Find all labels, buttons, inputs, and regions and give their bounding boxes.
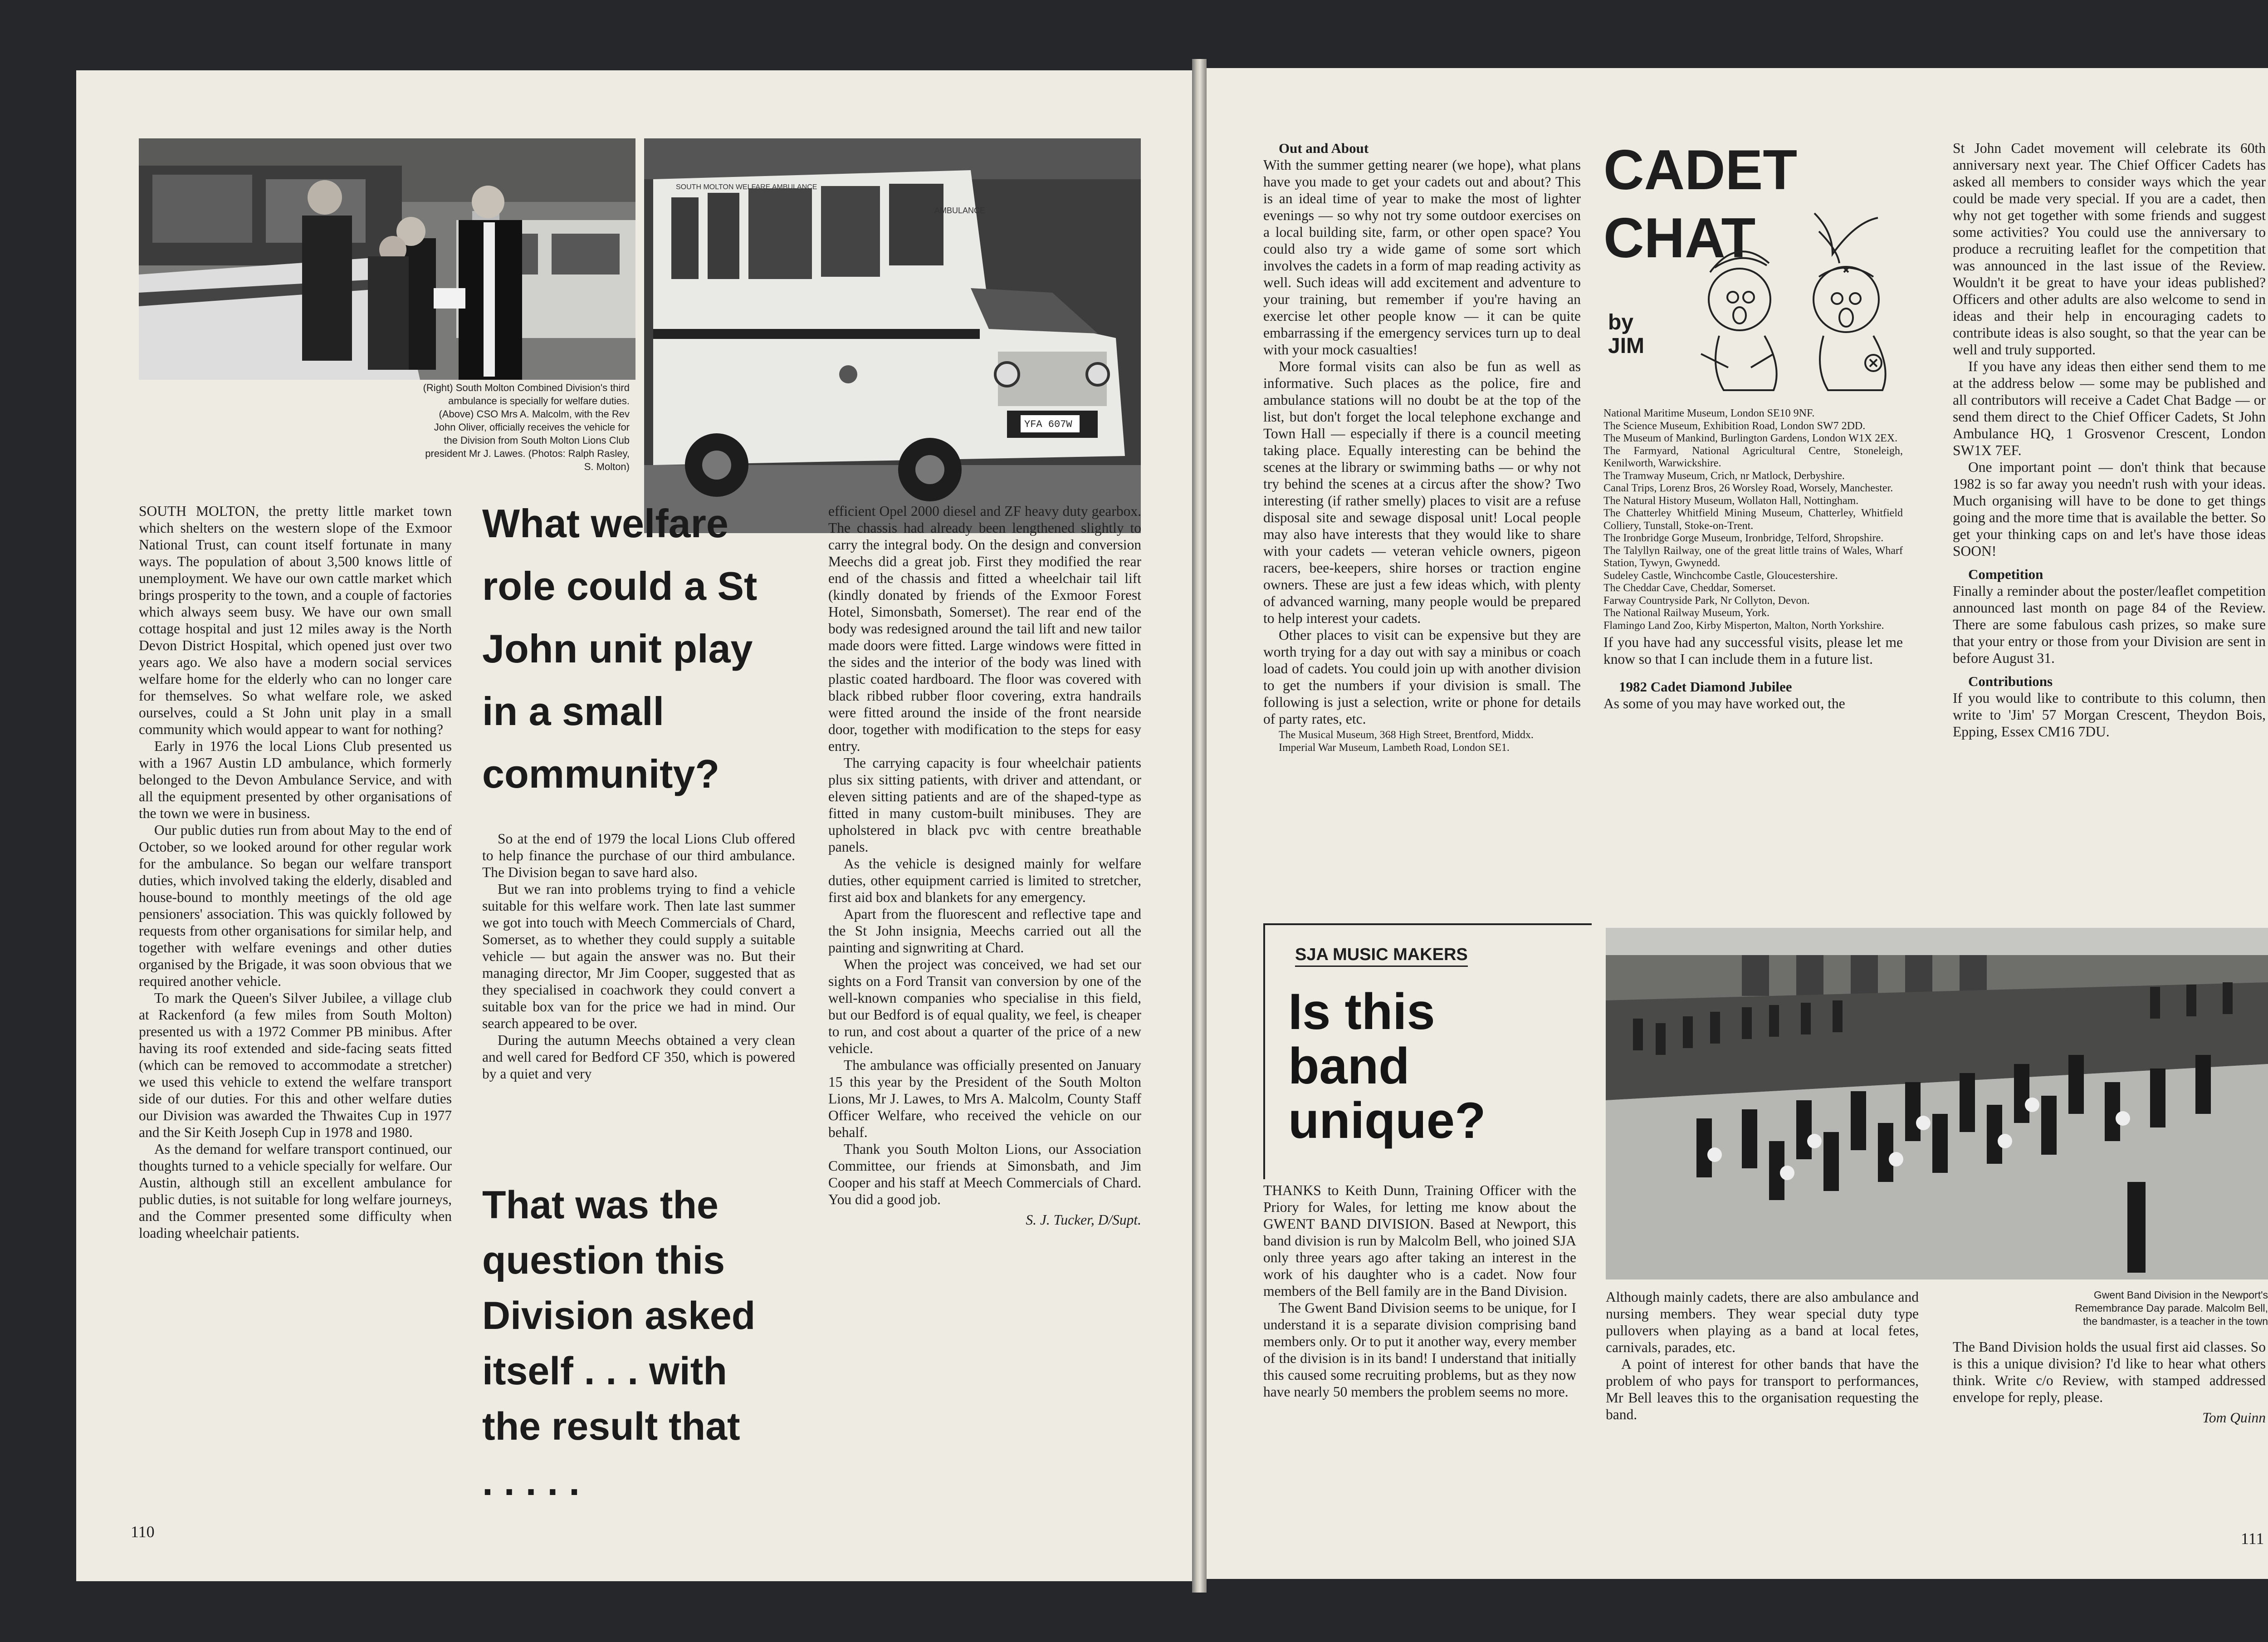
signature: S. J. Tucker, D/Supt. xyxy=(1026,1212,1141,1228)
headline-line: role could a St xyxy=(482,564,758,608)
photo-band-parade xyxy=(1606,928,2268,1279)
photo-caption xyxy=(357,381,630,473)
list-item: The Talyllyn Railway, one of the great little trains of Wales, Wharf Station, Tywyn, Gwynedd. xyxy=(1603,544,1903,569)
photo-officers-illustration xyxy=(139,138,635,380)
caption-line: the bandmaster, is a teacher in the town xyxy=(2083,1315,2268,1327)
paragraph: To mark the Queen's Silver Jubilee, a village club at Rackenford (a few miles from South Molton) presented us with a 1972 Commer PB minibus. After having its roof extended and side-facing seats fitted (which can be removed to accommodate a stretcher) we used this vehicle to extend the welfare transport side of our duties. For this and other welfare duties our Division was awarded the Thwaites Cup in 1977 and the Sir Keith Joseph Cup in 1978 and 1980. xyxy=(139,990,452,1140)
headline-question xyxy=(482,492,809,805)
paragraph: St John Cadet movement will celebrate its 60th anniversary next year. The Chief Officer Cadets has asked all members to consider ways which the year could be made very special. If you are a cadet, then why not get together with some friends and suggest some activities? You could use the anniversary to produce a recruiting leaflet for the competition that was announced in the last issue of the Review. Wouldn't it be great to have your ideas published? Officers and other adults are also welcome to send in ideas and their help in encouraging cadets to contribute ideas is also sought, so that the year can be well and truly supported. xyxy=(1953,140,2266,358)
band-headline xyxy=(1288,985,1486,1148)
list-item: The Museum of Mankind, Burlington Gardens, London W1X 2EX. xyxy=(1603,432,1898,444)
caption-line: S. Molton) xyxy=(584,461,630,472)
list-item: The Tramway Museum, Crich, nr Matlock, Derbyshire. xyxy=(1603,470,1845,482)
paragraph: Although mainly cadets, there are also ambulance and nursing members. They wear special duty type pullovers when playing as a band at local fetes, carnivals, parades, etc. xyxy=(1606,1289,1919,1355)
out-and-about-column xyxy=(1263,140,1581,754)
list-item: The Cheddar Cave, Cheddar, Somerset. xyxy=(1603,582,1776,594)
paragraph: If you have any ideas then either send them to me at the address below — some may be published and all contributors will receive a Cadet Chat Badge — or send them direct to the Chief Officer Cadets, St John Ambulance HQ, 1 Grosvenor Crescent, London SW1X 7EF. xyxy=(1953,358,2266,458)
caption-line: (Right) South Molton Combined Division's third xyxy=(423,382,630,393)
paragraph: During the autumn Meechs obtained a very clean and well cared for Bedford CF 350, which is powered by a quiet and very xyxy=(482,1032,795,1082)
list-item: National Maritime Museum, London SE10 9NF. xyxy=(1603,407,1815,419)
list-item: Flamingo Land Zoo, Kirby Misperton, Malton, North Yorkshire. xyxy=(1603,619,1884,632)
section-heading: Competition xyxy=(1968,566,2043,582)
list-item: The Science Museum, Exhibition Road, London SW7 2DD. xyxy=(1603,420,1866,432)
headline-line: in a small xyxy=(482,689,665,734)
museum-list xyxy=(1603,407,1903,712)
band-parade-illustration xyxy=(1606,928,2268,1279)
signature: Tom Quinn xyxy=(2202,1410,2266,1426)
paragraph: Early in 1976 the local Lions Club presented us with a 1967 Austin LD ambulance, which formerly belonged to the Devon Ambulance Service, and with all the equipment presented by other organisations of the town we were in business. xyxy=(139,738,452,821)
headline-line: the result that xyxy=(482,1405,740,1448)
left-column-2 xyxy=(482,830,795,1082)
list-item: The Ironbridge Gorge Museum, Ironbridge, Telford, Shropshire. xyxy=(1603,532,1884,544)
headline-answer xyxy=(482,1177,809,1510)
page-number-right: 111 xyxy=(2241,1529,2264,1548)
list-item: The Natural History Museum, Wollaton Hall, Nottingham. xyxy=(1603,495,1859,507)
caption-line: Gwent Band Division in the Newport's xyxy=(2093,1289,2268,1301)
paragraph: Apart from the fluorescent and reflective tape and the St John insignia, Meechs carried out all the painting and signwriting at Chard. xyxy=(828,906,1141,956)
paragraph: Thank you South Molton Lions, our Association Committee, our friends at Simonsbath, and Jim Cooper and his staff at Meech Commercials of Chard. You did a good job. xyxy=(828,1141,1141,1207)
headline-line: That was the xyxy=(482,1183,719,1227)
paragraph: The Gwent Band Division seems to be unique, for I understand it is a separate division comprising band members only. Or to put it another way, every member of the division is in its band! I understand that initially this caused some recruiting problems, but as they now have nearly 50 members the problem seems no more. xyxy=(1263,1300,1576,1400)
paragraph: The Band Division holds the usual first aid classes. So is this a unique division? I'd like to hear what others think. Write c/o Review, with stamped addressed envelope for reply, please. xyxy=(1953,1339,2266,1405)
book-gutter xyxy=(1192,59,1207,1593)
headline-line: Is this xyxy=(1288,983,1435,1040)
list-item: Sudeley Castle, Winchcombe Castle, Gloucestershire. xyxy=(1603,569,1838,582)
left-column-1 xyxy=(139,503,452,1241)
cartoon-two-cadets xyxy=(1683,204,1919,404)
paragraph: So at the end of 1979 the local Lions Club offered to help finance the purchase of our third ambulance. The Division began to save hard also. xyxy=(482,831,795,880)
caption-line: John Oliver, officially receives the vehicle for xyxy=(434,422,630,433)
paragraph: Other places to visit can be expensive but they are worth trying for a day out with say a minibus or coach load of cadets. You could join up with another division to get the numbers if your division is small. The following is just a selection, write or phone for details of party rates, etc. xyxy=(1263,627,1581,727)
byline-name: JIM xyxy=(1608,334,1645,358)
paragraph: As the demand for welfare transport continued, our thoughts turned to a vehicle specially for welfare. Our Austin, although still an excellent ambulance for public duties, is not suitable for long welfare journeys, and the Commer presented some difficulty when loading wheelchair patients. xyxy=(139,1141,452,1241)
photo-officers-receiving-vehicle xyxy=(139,138,635,380)
band-column-1 xyxy=(1263,1182,1576,1400)
list-item: The Farmyard, National Agricultural Centre, Stoneleigh, Kenilworth, Warwickshire. xyxy=(1603,445,1903,469)
headline-line: community? xyxy=(482,751,720,796)
paragraph: SOUTH MOLTON, the pretty little market town which shelters on the western slope of the Exmoor National Trust, can count itself fortunate in many ways. The population of about 3,500 knows little of unemployment. We have our own cattle market which brings prosperity to the town, and a couple of factories which always seem busy. We have our own small cottage hospital and just 12 miles away is the North Devon District Hospital, which opened just over two years ago. We also have a modern social services welfare home for the elderly who can no longer care for themselves. So what welfare role, we asked ourselves, could a St John unit play in a small community which would appear to want for nothing? xyxy=(139,503,452,737)
paragraph: One important point — don't think that because 1982 is so far away you needn't rush with your ideas. Much organising will have to be done to get things going and the more time that is available the better. So get your thinking caps on and let's have those ideas SOON! xyxy=(1953,459,2266,559)
ambulance-rear-text: AMBULANCE xyxy=(934,206,986,215)
paragraph: When the project was conceived, we had set our sights on a Ford Transit van conversion by one of the well-known companies who specialise in this field, but our Bedford is of equal quality, we feel, is cheaper to run, and cost about a quarter of the price of a new vehicle. xyxy=(828,956,1141,1056)
paragraph: THANKS to Keith Dunn, Training Officer with the Priory for Wales, for letting me know about the GWENT BAND DIVISION. Based at Newport, this band division is run by Malcolm Bell, who joined SJA only three years ago after taking an interest in the work of his daughter who is a cadet. Now four members of the Bell family are in the Band Division. xyxy=(1263,1182,1576,1299)
headline-line: John unit play xyxy=(482,626,753,671)
headline-line: . . . . . xyxy=(482,1460,580,1504)
paragraph: As the vehicle is designed mainly for welfare duties, other equipment carried is limited to stretcher, first aid box and blankets for any emergency. xyxy=(828,856,1141,905)
paragraph: If you have had any successful visits, please let me know so that I can include them in a future list. xyxy=(1603,634,1903,667)
list-item: The Musical Museum, 368 High Street, Brentford, Middx. xyxy=(1279,729,1534,741)
left-page xyxy=(76,70,1192,1581)
list-item: The Chatterley Whitfield Mining Museum, Chatterley, Whitfield Colliery, Tunstall, Stoke-on-Trent. xyxy=(1603,507,1903,532)
section-heading: Contributions xyxy=(1968,673,2053,689)
cadet-title-line: CHAT xyxy=(1603,207,1756,270)
photo-ambulance xyxy=(644,138,1141,533)
caption-line: Remembrance Day parade. Malcolm Bell, xyxy=(2075,1302,2268,1314)
list-item: Canal Trips, Lorenz Bros, 26 Worsley Road, Worsely, Manchester. xyxy=(1603,482,1893,494)
list-item: Farway Countryside Park, Nr Collyton, Devon. xyxy=(1603,594,1810,607)
paragraph: If you would like to contribute to this column, then write to 'Jim' 57 Morgan Crescent, Theydon Bois, Epping, Essex CM16 7DU. xyxy=(1953,690,2266,740)
ambulance-illustration xyxy=(644,138,1141,533)
headline-line: band xyxy=(1288,1038,1410,1094)
byline-by: by xyxy=(1608,310,1634,334)
paragraph: With the summer getting nearer (we hope), what plans have you made to get your cadets out and about? This is an ideal time of year to make the most of lighter evenings — so why not try some outdoor exercises on a local building site, farm, or other open space? You could also try a wide game of some sort which involves the cadets in a form of map reading activity as well. Such ideas will add excitement and adventure to your training, but remember if you're having an exercise let other people know — it can be quite embarrassing if the emergency services turn up to deal with your mock casualties! xyxy=(1263,157,1581,358)
caption-line: president Mr J. Lawes. (Photos: Ralph Rasley, xyxy=(425,448,630,459)
sja-label: SJA MUSIC MAKERS xyxy=(1295,945,1468,967)
band-column-3 xyxy=(1953,1338,2266,1426)
headline-line: Division asked xyxy=(482,1294,756,1338)
paragraph: But we ran into problems trying to find a vehicle suitable for this welfare work. Then late last summer we got into touch with Meech Commercials of Chard, Somerset, as to whether they could supply a suitable vehicle — but again the answer was no. But their managing director, Mr Jim Cooper, suggested that as they specialised in coachwork they could convert a suitable box van for the price we had in mind. Our search appeared to be over. xyxy=(482,881,795,1031)
paragraph: More formal visits can also be fun as well as informative. Such places as the police, fire and ambulance stations will no doubt be at the top of the list, but don't forget the local telephone exchange and Town Hall — especially if there is a council meeting taking place. Equally interesting can be behind the scenes at the library or swimming baths — or why not try behind the scenes at a circus after the show? Two interesting (if rather smelly) places to visit are a refuse disposal site and sewage disposal unit! Local people may also have interests that they would like to share with your cadets — veteran vehicle owners, pigeon racers, bee-keepers, shire horses or traction engine owners. These are just a few ideas which, with plenty of advanced warning, many people would be prepared to help interest your cadets. xyxy=(1263,358,1581,626)
caption-line: the Division from South Molton Lions Club xyxy=(444,435,630,446)
band-photo-caption xyxy=(1932,1289,2268,1328)
cadet-chat-column-3 xyxy=(1953,140,2266,740)
band-column-2 xyxy=(1606,1289,1919,1423)
paragraph: The ambulance was officially presented on January 15 this year by the President of the South Molton Lions, Mr J. Lawes, to Mrs A. Malcolm, County Staff Officer Welfare, who received the vehicle on our behalf. xyxy=(828,1057,1141,1140)
section-heading: 1982 Cadet Diamond Jubilee xyxy=(1619,679,1792,695)
headline-line: unique? xyxy=(1288,1092,1486,1149)
paragraph: Our public duties run from about May to the end of October, so we looked around for other regular work for the ambulance. So began our welfare transport duties, which involved taking the elderly, disabled and house-bound to monthly meetings of the old age pensioners' association. This was quickly followed by requests from other organisations for similar help, and together with welfare evenings and other duties organised by the Brigade, it was soon obvious that we required another vehicle. xyxy=(139,822,452,989)
byline xyxy=(1608,311,1644,358)
list-item: The National Railway Museum, York. xyxy=(1603,607,1769,619)
paragraph: The carrying capacity is four wheelchair patients plus six sitting patients, with driver and attendant, or eleven sitting patients and are of the shaped-type as fitted in many custom-built minibuses. They are upholstered in black pvc with centre breathable panels. xyxy=(828,755,1141,855)
paragraph: A point of interest for other bands that have the problem of who pays for transport to performances, Mr Bell leaves this to the organisation requesting the band. xyxy=(1606,1356,1919,1422)
paragraph: As some of you may have worked out, the xyxy=(1603,696,1845,711)
headline-line: itself . . . with xyxy=(482,1349,727,1393)
list-item: Imperial War Museum, Lambeth Road, London SE1. xyxy=(1279,741,1510,754)
list-a xyxy=(1263,729,1581,754)
cartoon-illustration xyxy=(1683,204,1919,404)
section-heading: Out and About xyxy=(1279,140,1369,156)
number-plate: YFA 607W xyxy=(1024,419,1072,430)
headline-line: What welfare xyxy=(482,501,728,546)
paragraph: efficient Opel 2000 diesel and ZF heavy duty gearbox. The chassis had already been lengthened slightly to carry the integral body. On the design and conversion Meechs did a great job. First they modified the rear end of the chassis and fitted a wheelchair tail lift (kindly donated by friends of the Exmoor Forest Hotel, Simonsbath, Somerset). The rear end of the body was redesigned around the tail lift and new tailor made doors were fitted. Large windows were fitted in the sides and the interior of the body was lined with plastic coated hardboard. The floor was covered with black ribbed rubber floor covering, extra handrails were fitted around the inside of the front nearside door, together with modification to the steps for easy entry. xyxy=(828,503,1141,754)
cadet-title-line: CADET xyxy=(1603,139,1798,201)
left-column-3 xyxy=(828,503,1141,1228)
ambulance-side-text: SOUTH MOLTON WELFARE AMBULANCE xyxy=(676,183,817,191)
caption-line: ambulance is specially for welfare duties. xyxy=(448,395,630,407)
page-number-left: 110 xyxy=(131,1523,155,1541)
paragraph: Finally a reminder about the poster/leaflet competition announced last month on page 84 of the Review. There are some fabulous cash prizes, so make sure that your entry or those from your Division are sent in before August 31. xyxy=(1953,583,2266,666)
right-page xyxy=(1207,68,2268,1579)
caption-line: (Above) CSO Mrs A. Malcolm, with the Rev xyxy=(439,408,630,420)
headline-line: question this xyxy=(482,1239,725,1282)
